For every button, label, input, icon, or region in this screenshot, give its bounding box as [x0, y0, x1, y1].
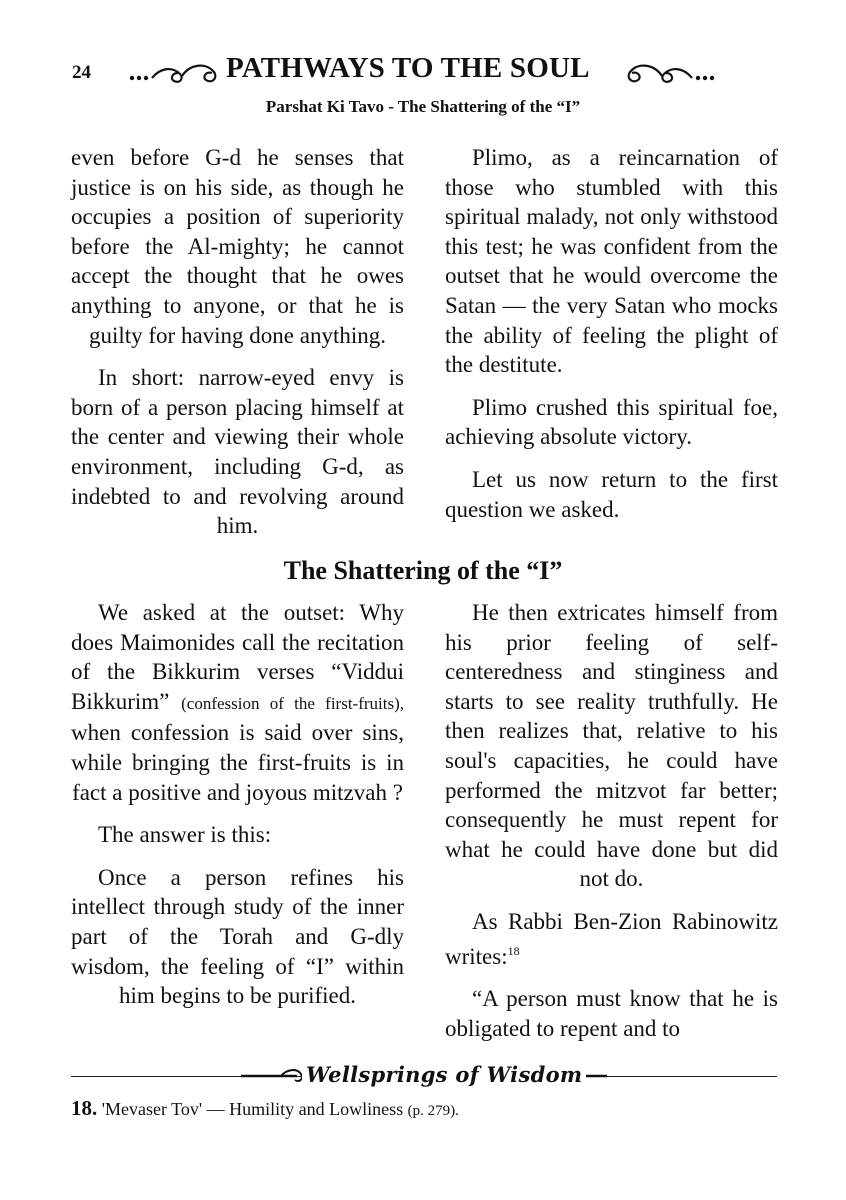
top-right-column [445, 143, 778, 537]
paragraph: He then extricates himself from his prior feeling of self-centeredness and stinginess and starts to see reality truthfully. He then realizes that, relative to his soul's capacities, he could have performed the mitzvot far better; consequently he must repent for what he could have done but did not do. [445, 600, 778, 892]
bottom-left-column [71, 598, 404, 1024]
paragraph-text: when confession is said over sins, while bringing the first-fruits is in fact a positive and joyous mitzvah ? [71, 720, 404, 805]
paragraph: Let us now return to the first question we asked. [445, 466, 778, 522]
footnote-page: (p. 279). [407, 1103, 459, 1119]
running-header [0, 52, 846, 92]
top-left-column [71, 143, 404, 554]
paragraph: Plimo crushed this spiritual foe, achieving absolute victory. [445, 394, 778, 450]
footer-title: Wellsprings of Wisdom [302, 1062, 586, 1087]
footnote-reference[interactable]: 18 [507, 943, 520, 958]
section-heading: The Shattering of the “I” [283, 556, 563, 585]
ornament-right-icon [624, 60, 716, 86]
paragraph: “A person must know that he is obligated to repent and to [445, 986, 778, 1041]
paragraph: The answer is this: [98, 822, 272, 848]
ornament-left-icon [128, 60, 220, 86]
book-title: PATHWAYS TO THE SOUL [226, 52, 590, 84]
footnote-number: 18. [71, 1096, 98, 1120]
paragraph [71, 598, 404, 807]
chapter-subtitle: Parshat Ki Tavo - The Shattering of the “I” [265, 97, 581, 116]
footnote-text: 'Mevaser Tov' — Humility and Lowliness [101, 1099, 404, 1119]
parenthetical: (confession of the first-fruits), [181, 693, 405, 713]
paragraph: In short: narrow-eyed envy is born of a person placing himself at the center and viewing their whole environment, including G-d, as indebted to and revolving around him. [71, 365, 404, 539]
paragraph-text: We asked at the outset: Why does Maimonides call the recitation of the Bikkurim verses “Viddui Bikkurim” [71, 600, 404, 714]
paragraph: Plimo, as a reincarnation of those who stumbled with this spiritual malady, not only withstood this test; he was confident from the outset that he would overcome the Satan — the very Satan who mocks the ability of feeling the plight of the destitute. [445, 145, 778, 378]
footnote [71, 1096, 777, 1121]
paragraph-text: As Rabbi Ben-Zion Rabinowitz writes: [445, 908, 778, 969]
bottom-right-column [445, 598, 778, 1056]
paragraph: Once a person refines his intellect through study of the inner part of the Torah and G-dly wisdom, the feeling of “I” within him begins to be purified. [71, 864, 404, 1009]
page-number: 24 [72, 62, 91, 83]
paragraph [445, 907, 778, 971]
paragraph: even before G-d he senses that justice is on his side, as though he occupies a position of superiority before the Al-mighty; he cannot accept the thought that he owes anything to anyone, or that he is guilty for having done anything. [71, 145, 404, 348]
